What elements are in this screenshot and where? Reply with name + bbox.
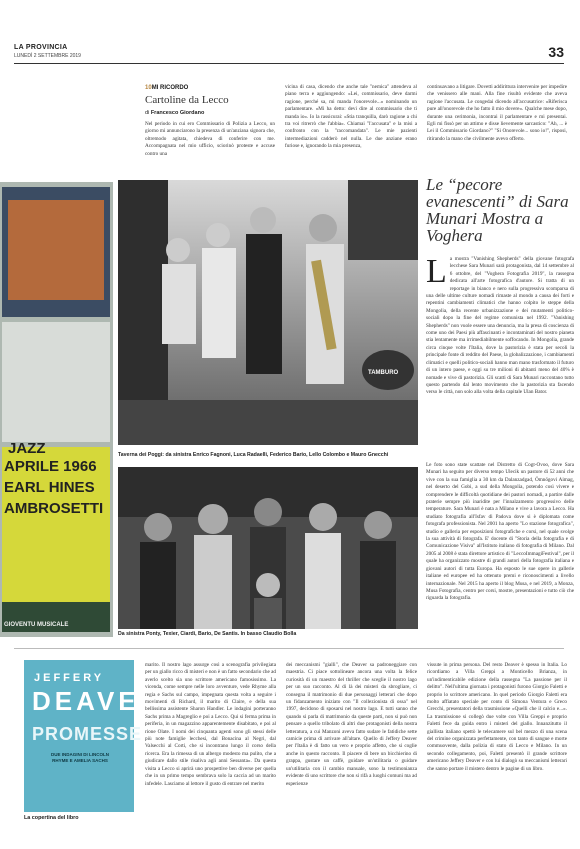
column-title: Cartoline da Lecco (145, 94, 229, 106)
book-title: PROMESSE (32, 724, 143, 744)
book-author-first: JEFFERY (34, 672, 105, 684)
group-photo-caption: Da sinistra Ponty, Texier, Ciardi, Bario, De Santis. In basso Claudio Bolla (118, 631, 297, 637)
poster-footer: GIOVENTU MUSICALE (4, 622, 69, 628)
page-number: 33 (548, 44, 564, 60)
poster-name-1: EARL HINES (4, 479, 95, 496)
band-photo-caption: Taverna dei Poggi: da sinistra Enrico Fagnoni, Luca Radaelli, Federico Bario, Lello Colombo e Mauro Gnecchi (118, 452, 389, 458)
column-text-2: vicina di casa, dicendo che anche tale "nemica" attendeva al piano terra e aggiungendo: «Lei, commissario, deve darmi ragione, perché sa, mi manda l'onorevole...» nominando un parlamentare. «Mi ha detto: devi dire al commissario che ti manda io». Io la rassicurai: «Stia tranquilla, darò ragione a chi tra voi ritrerrò che l'abbia». Chiamai "l'accusata" e la misi a confronto con la "raccomandata". Le mie pazienti intermediazioni cadderò nel nulla. Le due anziane erano furiose e, ignorando la mia presenza, (285, 84, 417, 150)
section-divider (14, 648, 564, 649)
article-body-1 (426, 253, 574, 456)
column-author-name: Francesco Giordano (150, 110, 205, 116)
article-dropcap: L (426, 253, 447, 290)
issue-date: LUNEDÌ 2 SETTEMBRE 2019 (14, 53, 81, 59)
book-caption: La copertina del libro (24, 815, 79, 821)
column-text-3: continuavano a litigare. Dovetti addirittura intervenire per impedire che venissero alle mani. Alla fine risultò evidente che aveva ragione l'accusata. Le congedai dicendo all'accusatrice: «Riferisca pure all'onorevole che ho fatto il mio dovere». Qualche mese dopo, durante una cerimonia, incontrai il parlamentare e mi presentai. Egli mi fissò per un attimo e disse lievemente sarcastico: "Ah, ... è Lei il Commissario Giordano?" "Sì Onorevole... sono io!", risposi, ritirando la mano che civilmente avevo offerto. (427, 84, 568, 142)
bottom-text-1: marito. Il nostro lago assurge così a scenografia privilegiata per un giallo ricco di misteri e non è un fatto secondario che ad averlo scelto sia uno scrittore americano famosissimo. La vicenda, come sempre nelle loro avventure, vede Rhyme alla regia e Sachs sul campo, impegnata questa volta a seguire i movimenti di Richard, il marito di Claire, e della sua bellissima assistente Sharon Handler. Le indagini porteranno Sachs prima a Magreglio e poi a Lecco. Qui si ferma prima in periferia, in un magazzino apparentemente disabitato, e poi al rione Olate. I nomi dei cinquanta agenti sono gli stessi delle più note famiglie lecchesi, dal Bonacina al Negri, dal Valsecchi al Corti, che si incontrano lungo il corso della ricerca. Era la rimessa di un albergo modesto ma pulito, che a giudicare dallo stile risaliva agli anni Sessanta». Da questa visita a Lecco si aprirà uno prospettive ben diverse per quella che in un primo tempo sembrava solo la caccia ad un marito infedele. Lasciamo al lettore il gusto di entrare nel merito (145, 662, 276, 787)
book-cover (24, 660, 163, 812)
article-body-1-text: a mostra "Vanishing Shepherds" della giovane fotografa lecchese Sara Munari sarà protagonista, dal 14 settembre al 6 ottobre, del "Voghera Fotografia 2019", la rassegna dedicata all'arte fotografica d'autore. Si tratta di un reportage in bianco e nero sulla progressiva scomparsa di una delle ultime culture nomadi rimaste al mondo a causa dei forti e repentini cambiamenti climatici che hanno colpito le steppe della Mongolia, della recente urbanizzazione e dei mutamenti politico-sociali dopo la fine del regime comunista nel 1992. "Vanishing Shepherds" non vuole essere una denuncia, ma la presa di coscienza di come uno dei Paesi più affascinanti e incontaminati del nostro pianeta stia lentamente ma irrimediabilmente soffocando. In Mongolia, grande circa cinque volte l'Italia, dove la pastorizia è stata per secoli la principale fonte di reddito del Paese, la globalizzazione, i cambiamenti climatici e quelli politico-sociali hanno man mano trasformato il futuro di un intero paese, e oggi su tre milioni di abitanti meno del 40% è nomade e vive di pastorizia. Gli scatti di Sara Munari raccontano tutto questo partendo dal lento movimento che la pastorizia sta facendo verso le città, non solo alla volta della capitale Ulan Bator. (426, 256, 574, 396)
bottom-text-2: dei meccanismi "gialli", che Deaver sa padroneggiare con maestria. Ci piace sottolineare ancora una volta la felice curiosità di un maestro del thriller che sceglie il nostro lago per un suo racconto. Al di là dei misteri da sbrogliare, ci consegna il matrimonio di due personaggi letterari che dopo un fidanzamento iniziato con "Il collezionista di ossa" nel 1997, decidono di sposarsi nel nostro lago. E tutti sanno che quando si parla di matrimonio da queste parti, non si può non pensare a quello tribolato di altri due protagonisti della nostra letteratura, a cui Manzoni aveva fatto sudare le fatidiche sette camicie prima di arrivare all'altare. Quello di Jeffery Deaver per l'Italia è di fatto un vero e proprio affetto, che si coglie anche in questo racconto. Il piacere di bere un bicchierino di grappa, gustare un caffè, guidare un'utilitaria o guidare un'utilitaria con il cambio manuale, sono la testimonianza evidente di uno scrittore che non si rifà a luoghi comuni ma ad esperienze (286, 662, 417, 787)
poster-name-2: AMBROSETTI (4, 500, 104, 517)
jazz-poster-photo (0, 182, 113, 637)
book-author-last: DEAVER (32, 686, 163, 716)
article-body-2: Le foto sono state scattate nel Distretto di Cogt-Ovoo, dove Sara Munari ha seguito per diverso tempo Ulecik un pastore di 52 anni che vive con la sua famiglia a 30 km da Dalanzadgad, Ömnögovi Aimag, nel deserto del Gobi, a sud della Mongolia, potendo così vivere e comprendere le difficoltà quotidiane dei pastori nomadi, a partire dalle praterie sempre più inaridite per l'innalzamento progressivo delle temperature. Sara Munari è nata a Milano e vive a lavora a Lecco. Ha studiato fotografia all'Isfav di Padova dove si è diplomata come fotografa professionista. Nel 2001 ha aperto "Lo stazione fotografica", studio e galleria per esposizioni fotografiche e corsi, nel quale svolge la sua attività di fotografa. E' docente di "Storia della fotografia e di Comunicazione Visiva" all'Istituto italiano di fotografia di Milano. Dal 2005 al 2008 è stata direttore artistico di "LeccoImmagiFestival", per il quale ha organizzato mostre di grandi autori della fotografia italiana e giovani autori di tutta Europa. Ha esposto le sue opere in gallerie italiane ed europee ed ha ottenuto premi e riconoscimenti a livello internazionale. Nel 2015 ha aperto il blog Musa, e nel 2019, a Monza, Musa Fotografia, centro per corsi, mostre, presentazioni e tutto ciò che riguarda la fotografia. (426, 462, 574, 602)
poster-jazz-text: JAZZ (8, 440, 46, 457)
drum-label: TAMBURO (368, 370, 399, 376)
header-rule (14, 63, 564, 64)
book-subtitle: DUE INDAGINI DI LINCOLN RHYME E AMELIA SACHS (51, 752, 109, 763)
column-author (145, 110, 204, 116)
newspaper-name: LA PROVINCIA (14, 44, 68, 51)
column-tag (145, 85, 188, 91)
band-photo (118, 180, 418, 445)
bottom-text-3: vissute in prima persona. Del resto Deaver è spesso in Italia. Lo ricordiamo a Villa Greppi a Monticello Brianza, in un'indimenticabile edizione della rassegna "La passione per il delitto". Nell'ultima giornata i protagonisti furono Giorgio Faletti e proprio lo scrittore americano. In quel periodo Giorgio Faletti era molto affiatato speciale per conto di Simona Ventura e Greco Grecchi, presentatori della trasmissione «Quelli che il calcio e...». La trasmissione si collegò due volte con Villa Greppi e proprio Faletti fece da guida entro i misteri del giallo. Innanzitutto il giallista italiano spettò le telecamere sul bel mezzo di una scena del crimine organizzata perfettamente, con tanto di sangue e morte commuovente, dalla polizia di stato di Lecco e Milano. In un secondo collegamento, poi, Faletti presentò il grande scrittore americano Jeffery Deaver e con lui dialogò su meccanismi letterari che sanno portare il mistero dentro le pagine di un libro. (427, 662, 567, 772)
poster-date-text: APRILE 1966 (4, 458, 97, 475)
column-author-prefix: di (145, 110, 150, 116)
column-text-1: Nel periodo in cui ero Commissario di Polizia a Lecco, un giorno mi annunciarono la presenza di un'anziana signora che, oltremodo agitata, chiedeva di conferire con me. Accompagnata nel mio ufficio, sciorinò proteste e accuse contro una (145, 121, 275, 157)
column-tag-label: MI RICORDO (151, 85, 189, 91)
column-tag-number: 10 (145, 85, 152, 91)
group-photo (118, 467, 418, 629)
article-title: Le “pecore evanescenti” di Sara Munari Mostra a Voghera (426, 175, 569, 245)
